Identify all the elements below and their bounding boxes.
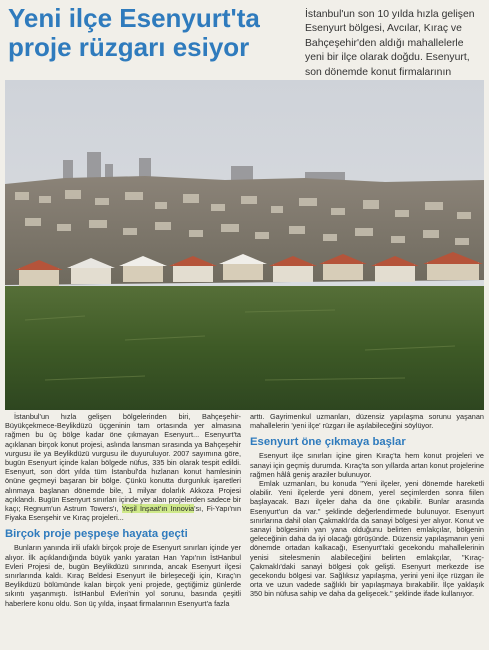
left-subheading: Birçok proje peşpeşe hayata geçti <box>5 528 188 541</box>
esenyurt-panorama-photo <box>5 80 484 410</box>
right-paragraph-1: arttı. Gayrimenkul uzmanları, düzensiz yapılaşma sorunu yaşanan mahallelerin 'yeni ilçe' rüzgarı ile aşılabileceğini söylüyor. <box>250 412 484 431</box>
intro-text: İstanbul'un son 10 yılda hızla gelişen Esenyurt bölgesi, Avcılar, Kıraç ve Bahçeşehir'den aldığı mahallelerle yeni bir ilçe olarak doğdu. Esenyurt, son dönemde konut firmalarının <box>305 9 475 78</box>
left-p1-text: İstanbul'un hızla gelişen bölgelerinden biri, Bahçeşehir-Büyükçekmece-Beylikdüzü üçgeninin tam ortasında yer almasına rağmen bu üç bölge kadar öne çıkmayan Esenyurt... Esenyurt'ta açıklanan birçok konut projesi, aslında lansman sırasında ya Bahçeşehir vurgusu ile ya Beylikdüzü vurgusu ile duyuruluyor. 2007 sayımına göre, bugün Esenyurt içinde kalan bölgede nüfus, 335 bin olarak tespit edildi. Esenyurt, son dört yılda tüm İstanbul'da hızlanan konut hamlesinin önüne geçmeyi başaran bir bölge. Çünkü konutta durgunluk işaretleri alınmaya başlanan dönemde bile, 1 milyar dolarlık Akkoza Projesi açıklandı. Bugün Esenyurt sınırları içinde yer alan projelerden sadece bir kaçı; Regnum'un Astrum Towers'ı, <box>5 412 241 514</box>
article-headline <box>8 4 298 62</box>
right-column <box>250 412 484 599</box>
left-paragraph-1 <box>5 412 241 522</box>
headline-line-2: proje rüzgarı esiyor <box>8 32 250 62</box>
left-column <box>5 412 241 608</box>
right-paragraph-2: Esenyurt ilçe sınırları içine giren Kıraç'ta hem konut projeleri ve sanayi için geçmiş durumda. Kıraç'ta son yıllarda artan konut projelerine rağmen hâlâ geniş araziler bulunuyor. <box>250 451 484 479</box>
headline-line-1: Yeni ilçe Esenyurt'ta <box>8 3 260 33</box>
right-paragraph-3: Emlak uzmanları, bu konuda "Yeni ilçeler, yeni dönemde hareketli olabilir. Yeni ilçelerde yeni dönem, yerel seçimlerden sonra fiilen başlayacak. Bazı ilçeler daha da öne çıkabilir. Bunlar arasında Esenyurt'un da var." şeklinde değerlendirmede bulunuyor. Esenyurt sınırlarına dahil olan Çakmaklı'da da sanayi bölgesi yer alıyor. Konut ve sanayi bölgesinin yan yana olduğunu belirten emlakçılar, bölgenin geleceğinin daha da iyi olacağı görüşünde. Düzensiz yapılaşmanın yeni dönemde ortadan kalkacağı, Esenyurt'taki gecekondu mahallelerinin yenisi sitelesmenin alabileceğini belirten emlakçılar, "Kıraç-Çakmaklı'daki sanayi bölgesi çok gelişti. Esenyurt merkezde ise gecekondu bölgesi var. Sağlıksız yapılaşma, yerini yeni ilçe rüzgarı ile orta ve uzun vadede sağlıklı bir yapılaşmaya bırakabilir. İlçe yaklaşık 350 bin nüfusa sahip ve daha da gelişecek." şeklinde ifade kullanıyor. <box>250 479 484 599</box>
left-p1-text-end: 'sı, Fi-Yapı'nın Fiyaka Esenşehir ve Kıraç projeleri... <box>5 504 241 523</box>
left-p1-highlight: Yeşil İnşaat'ın Innovia <box>121 504 195 514</box>
left-paragraph-2: Bunların yanında irili ufaklı birçok proje de Esenyurt sınırları içinde yer alıyor. İlk açıklandığında büyük yankı yaratan Han Yapı'nın İstHanbul Evleri Projesi de, bugün Beylikdüzü sınırında, ancak Esenyurt ilçesi sınırlarında kaldı. Kıraç Beldesi Esenyurt ile birleşeceği için, Kıraç'ın Beylikdüzü bölümünde kalan birçok yeni projede, geçtiğimiz günlerde sıkıntı yaşanmıştı. İstHanbul Evleri'nin yol sorunu, basında çeşitli haberlere konu oldu. Son üç yılda, inşaat firmalarının Esenyurt'a fazla <box>5 543 241 608</box>
right-subheading: Esenyurt öne çıkmaya başlar <box>250 436 406 449</box>
